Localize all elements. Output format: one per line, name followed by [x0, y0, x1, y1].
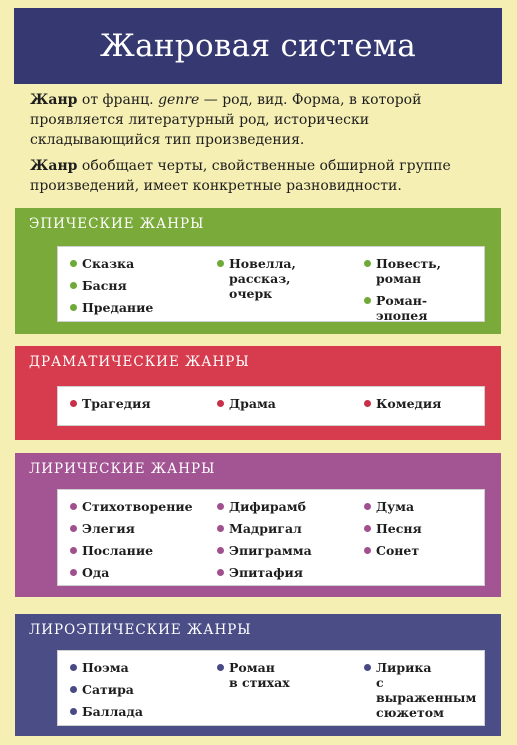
- genre-label: Комедия: [376, 396, 442, 411]
- section-heading: ЛИРОЭПИЧЕСКИЕ ЖАНРЫ: [29, 622, 252, 638]
- intro-paragraph-2: [30, 156, 492, 196]
- genre-item: [70, 682, 217, 697]
- genre-column: [364, 657, 476, 724]
- genre-column: [70, 393, 217, 419]
- genre-item: [70, 543, 217, 558]
- genre-item: [217, 565, 364, 580]
- genre-label: Драма: [229, 396, 276, 411]
- genre-label: Дума: [376, 499, 415, 514]
- genre-item: [217, 660, 364, 690]
- genre-item: [217, 543, 364, 558]
- genre-column: [217, 496, 364, 584]
- section-drama: [15, 346, 501, 440]
- genre-label: Сатира: [82, 682, 134, 697]
- section-heading: ЛИРИЧЕСКИЕ ЖАНРЫ: [29, 461, 216, 477]
- genre-item: [364, 499, 474, 514]
- bullet-dot-icon: [364, 260, 371, 267]
- bullet-dot-icon: [70, 400, 77, 407]
- genre-label: Эпиграмма: [229, 543, 312, 558]
- genre-column: [70, 657, 217, 724]
- genre-column: [364, 393, 474, 419]
- intro-p1-text-a: от франц.: [77, 92, 159, 108]
- genre-label: Элегия: [82, 521, 135, 536]
- bullet-dot-icon: [217, 260, 224, 267]
- genre-label: Поэма: [82, 660, 129, 675]
- genre-item: [70, 565, 217, 580]
- bullet-dot-icon: [217, 525, 224, 532]
- section-epic: [15, 208, 501, 334]
- genre-label: Ода: [82, 565, 110, 580]
- genre-column: [364, 496, 474, 584]
- foreign-word: genre: [158, 92, 200, 108]
- genre-label: Трагедия: [82, 396, 151, 411]
- bullet-dot-icon: [364, 525, 371, 532]
- genre-label: Сонет: [376, 543, 420, 558]
- section-heading: ДРАМАТИЧЕСКИЕ ЖАНРЫ: [29, 354, 250, 370]
- genre-label: Повесть, роман: [376, 256, 441, 286]
- genre-item: [70, 396, 217, 411]
- genre-label: Баллада: [82, 704, 143, 719]
- genre-label: Дифирамб: [229, 499, 306, 514]
- genre-column: [217, 657, 364, 724]
- genre-column: [217, 393, 364, 419]
- genre-item: [70, 256, 217, 271]
- genre-item: [70, 300, 217, 315]
- term-genre: Жанр: [30, 92, 78, 108]
- bullet-dot-icon: [217, 569, 224, 576]
- bullet-dot-icon: [70, 304, 77, 311]
- bullet-dot-icon: [217, 547, 224, 554]
- genre-label: Сказка: [82, 256, 135, 271]
- genre-label: Роман в стихах: [229, 660, 290, 690]
- page-title: Жанровая система: [99, 28, 417, 64]
- genre-item: [70, 660, 217, 675]
- bullet-dot-icon: [364, 297, 371, 304]
- genre-column: [70, 253, 217, 327]
- bullet-dot-icon: [70, 547, 77, 554]
- title-banner: [14, 8, 502, 84]
- bullet-dot-icon: [70, 569, 77, 576]
- genre-item: [70, 704, 217, 719]
- bullet-dot-icon: [70, 525, 77, 532]
- section-heading: ЭПИЧЕСКИЕ ЖАНРЫ: [29, 216, 205, 232]
- section-lyroepic: [15, 614, 501, 736]
- section-lyric: [15, 453, 501, 597]
- bullet-dot-icon: [364, 503, 371, 510]
- intro-text: [30, 90, 492, 202]
- genre-column: [70, 496, 217, 584]
- genre-item: [217, 256, 364, 301]
- genre-item: [217, 396, 364, 411]
- genre-label: Предание: [82, 300, 154, 315]
- bullet-dot-icon: [70, 686, 77, 693]
- genre-item: [364, 521, 474, 536]
- bullet-dot-icon: [70, 708, 77, 715]
- genre-list-card: [57, 650, 485, 726]
- genre-item: [70, 278, 217, 293]
- genre-list-card: [57, 246, 485, 322]
- genre-label: Мадригал: [229, 521, 302, 536]
- genre-item: [364, 543, 474, 558]
- term-genre: Жанр: [30, 158, 78, 174]
- intro-p1-text-b: — род, вид. Форма, в которой проявляется литературный род, исторически складывающийся тип произведения.: [30, 92, 422, 148]
- genre-label: Стихотворение: [82, 499, 193, 514]
- genre-item: [364, 256, 474, 286]
- bullet-dot-icon: [70, 664, 77, 671]
- genre-label: Песня: [376, 521, 422, 536]
- intro-p2-text: обобщает черты, свойственные обширной группе произведений, имеет конкретные разновидности.: [30, 158, 451, 194]
- bullet-dot-icon: [217, 664, 224, 671]
- genre-item: [364, 293, 474, 323]
- genre-item: [70, 499, 217, 514]
- bullet-dot-icon: [217, 503, 224, 510]
- bullet-dot-icon: [364, 547, 371, 554]
- genre-label: Басня: [82, 278, 127, 293]
- genre-label: Роман-эпопея: [376, 293, 428, 323]
- genre-label: Лирика с выраженным сюжетом: [376, 660, 477, 720]
- bullet-dot-icon: [364, 400, 371, 407]
- bullet-dot-icon: [217, 400, 224, 407]
- intro-paragraph-1: [30, 90, 492, 150]
- genre-column: [364, 253, 474, 327]
- bullet-dot-icon: [364, 664, 371, 671]
- bullet-dot-icon: [70, 282, 77, 289]
- genre-item: [217, 499, 364, 514]
- genre-list-card: [57, 489, 485, 586]
- genre-column: [217, 253, 364, 327]
- bullet-dot-icon: [70, 260, 77, 267]
- genre-item: [217, 521, 364, 536]
- genre-label: Новелла, рассказ, очерк: [229, 256, 296, 301]
- genre-item: [70, 521, 217, 536]
- genre-item: [364, 396, 474, 411]
- genre-label: Послание: [82, 543, 154, 558]
- genre-label: Эпитафия: [229, 565, 303, 580]
- genre-item: [364, 660, 476, 720]
- genre-list-card: [57, 386, 485, 426]
- bullet-dot-icon: [70, 503, 77, 510]
